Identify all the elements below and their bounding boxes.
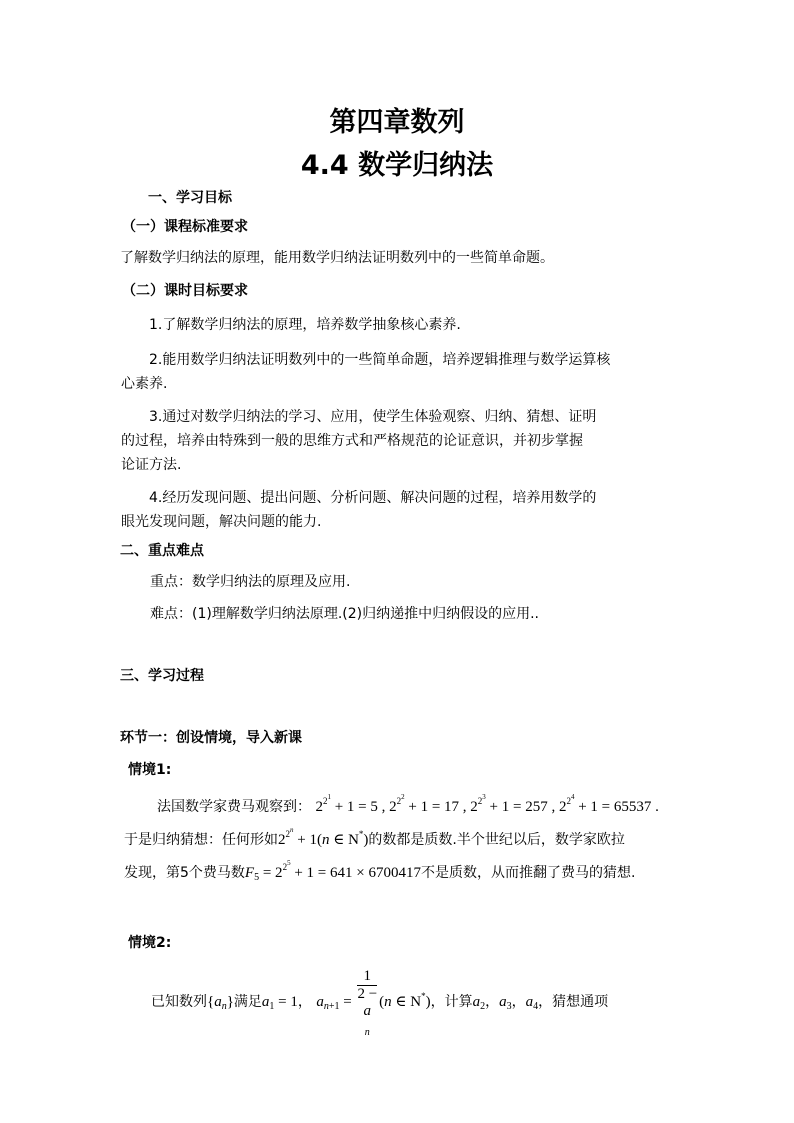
curriculum-text: 了解数学归纳法的原理，能用数学归纳法证明数列中的一些简单命题。 [120, 250, 554, 266]
goal-2-line-1: 2.能用数学归纳法证明数列中的一些简单命题，培养逻辑推理与数学运算核 [149, 352, 611, 368]
fermat-general-formula: $2^{2^n} + 1(n$ ∈ N*) [278, 826, 369, 848]
fermat-numbers-formula: $2^{2^1} + 1 = 5$ , $2^{2^2} + 1 = 17$ , $2^{2^3} + 1 = 257$ , $2^{2^4} + 1 = 65537$ . [315, 793, 659, 815]
case-2-text-a: 已知数列 [151, 993, 207, 1010]
case-1-text-c: 的数都是质数.半个世纪以后，数学家欧拉 [368, 832, 625, 848]
terms-to-compute: $a_2$ [472, 993, 486, 1012]
link-1-heading: 环节一：创设情境，导入新课 [120, 730, 302, 746]
chapter-title: 第四章数列 [329, 107, 465, 138]
goal-4-line-2: 眼光发现问题，解决问题的能力. [121, 514, 322, 530]
goal-4-line-1: 4.经历发现问题、提出问题、分析问题、解决问题的过程，培养用数学的 [149, 490, 597, 506]
case-2-text-d: ，猜想通项 [538, 993, 609, 1010]
case-1-text-b: 于是归纳猜想：任何形如 [124, 832, 278, 848]
case-2-label: 情境2: [128, 935, 172, 951]
goal-2-line-2: 心素养. [121, 376, 168, 392]
case-2-text-b: 满足 [233, 993, 262, 1010]
case-2-text-c: ，计算 [430, 993, 473, 1010]
goal-3-line-1: 3.通过对数学归纳法的学习、应用，使学生体验观察、归纳、猜想、证明 [149, 409, 597, 425]
heading-key-points: 二、重点难点 [120, 543, 204, 559]
case-1-text-e: 不是质数，从而推翻了费马的猜想. [420, 865, 636, 881]
case-1-text-a: 法国数学家费马观察到： [157, 799, 311, 815]
case-1-line-2 [124, 826, 625, 849]
fifth-fermat-number-formula: $F_5 = 2^{2^5} + 1 = 641 \times 6700417$ [244, 859, 421, 883]
initial-term-formula: $a_1 = 1$ [261, 993, 298, 1012]
section-title: 4.4 数学归纳法 [300, 150, 494, 181]
case-2-line-1: 已知数列$\{a_n\}$满足$a_1 = 1$， $a_{n+1}$ = 1 2 − a $_n$ (n ∈ N*)，计算$a_2$，$a_3$，$a_4$，猜想通项 [151, 968, 609, 1038]
difficulty-text: 难点：(1)理解数学归纳法原理.(2)归纳递推中归纳假设的应用.. [150, 606, 540, 622]
key-point-text: 重点：数学归纳法的原理及应用. [150, 574, 351, 590]
heading-learning-process: 三、学习过程 [120, 668, 204, 684]
goal-1: 1.了解数学归纳法的原理，培养数学抽象核心素养. [149, 317, 461, 333]
case-1-label: 情境1: [128, 762, 172, 778]
heading-learning-goals: 一、学习目标 [148, 190, 232, 206]
goal-3-line-3: 论证方法. [121, 457, 182, 473]
case-1-line-3 [124, 859, 636, 883]
subheading-lesson-goals: （二）课时目标要求 [122, 283, 248, 299]
goal-3-line-2: 的过程，培养由特殊到一般的思维方式和严格规范的论证意识，并初步掌握 [121, 433, 583, 449]
recurrence-formula: $a_{n+1}$ = 1 2 − a $_n$ (n ∈ N*) [316, 968, 431, 1038]
case-1-line-1 [157, 793, 659, 816]
subheading-curriculum: （一）课程标准要求 [122, 219, 248, 235]
sequence-notation: $\{a_n\}$ [207, 993, 234, 1012]
case-1-text-d: 发现，第5个费马数 [124, 865, 245, 881]
